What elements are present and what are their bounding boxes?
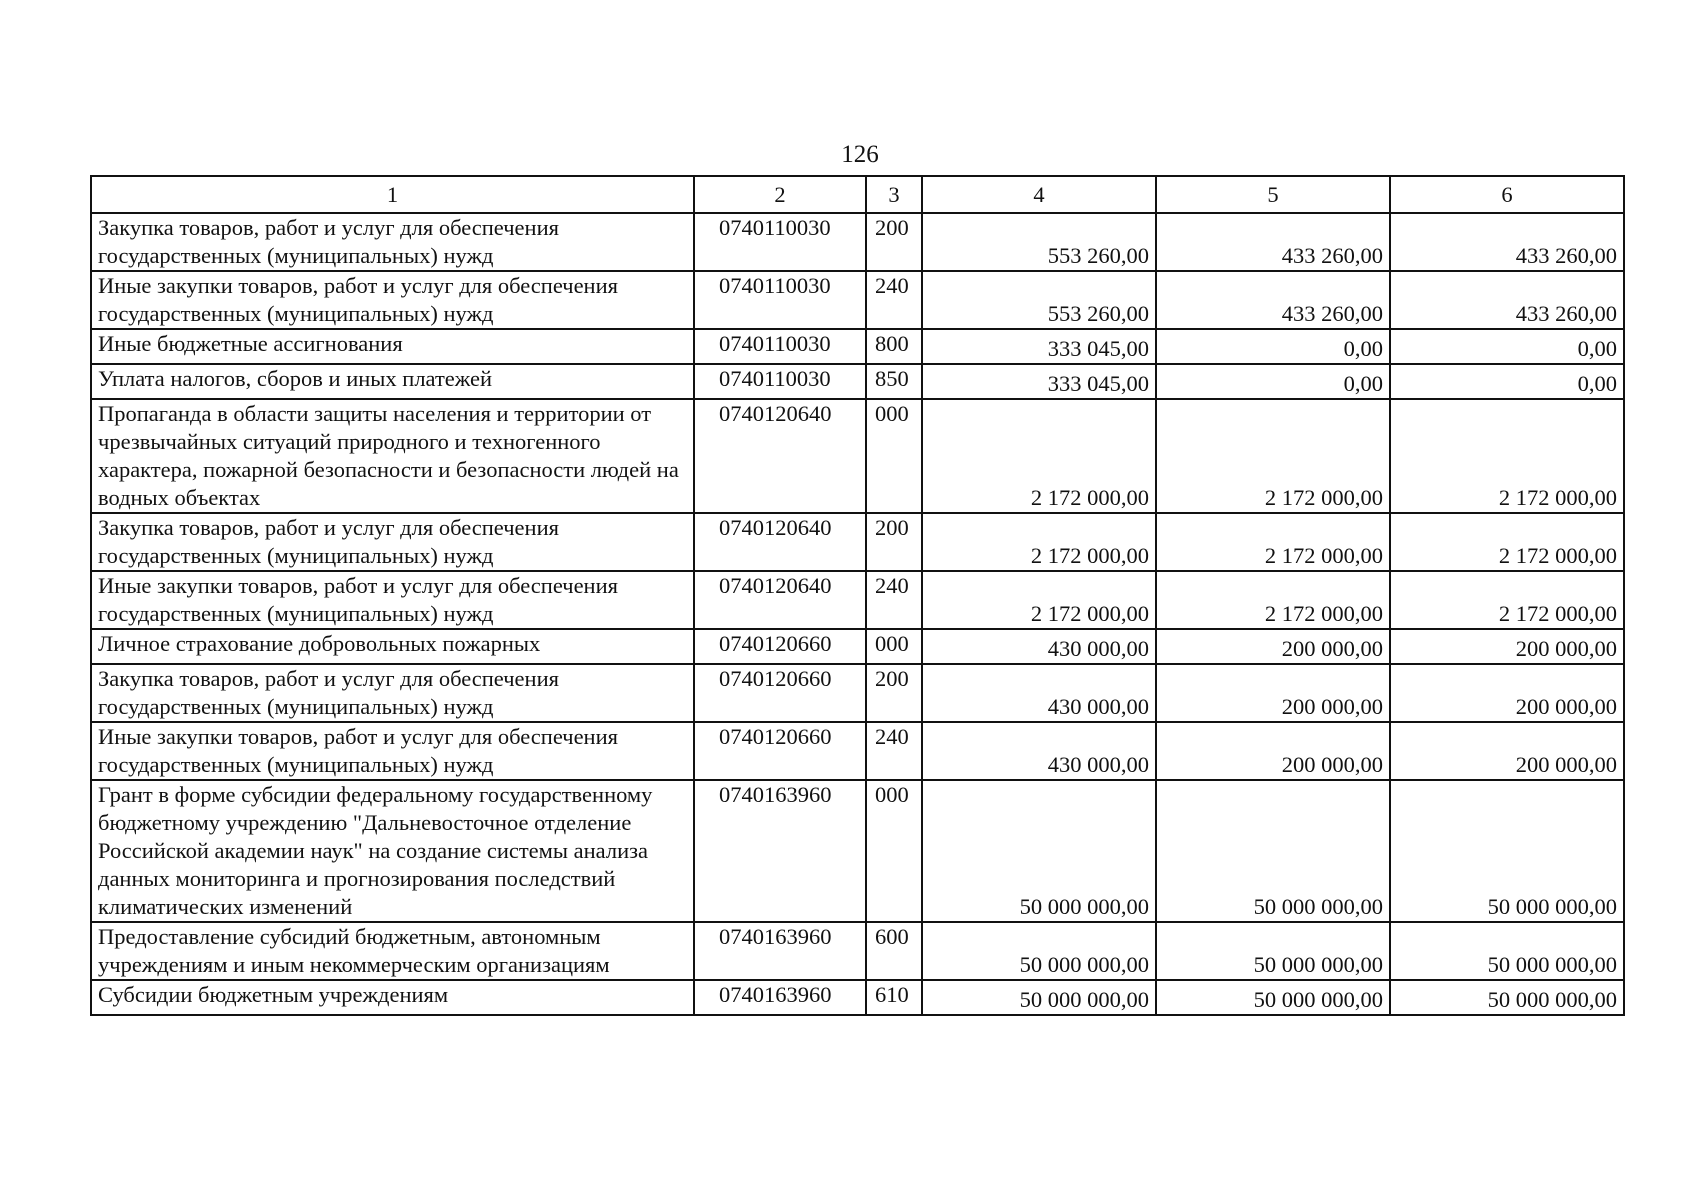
column-header: 1 [91, 176, 694, 213]
row-amount-col6: 50 000 000,00 [1390, 780, 1624, 922]
row-name: Иные закупки товаров, работ и услуг для обеспечения государственных (муниципальных) нужд [91, 271, 694, 329]
row-amount-col5: 200 000,00 [1156, 664, 1390, 722]
row-expense-type: 240 [866, 722, 922, 780]
table-row [91, 722, 1624, 780]
column-header: 2 [694, 176, 866, 213]
row-code: 0740110030 [694, 213, 866, 271]
table-row [91, 364, 1624, 399]
row-amount-col5: 433 260,00 [1156, 213, 1390, 271]
row-amount-col5: 0,00 [1156, 364, 1390, 399]
table-row [91, 213, 1624, 271]
row-expense-type: 240 [866, 271, 922, 329]
row-amount-col4: 50 000 000,00 [922, 980, 1156, 1015]
row-amount-col5: 50 000 000,00 [1156, 980, 1390, 1015]
row-expense-type: 240 [866, 571, 922, 629]
row-expense-type: 200 [866, 664, 922, 722]
row-name: Закупка товаров, работ и услуг для обеспечения государственных (муниципальных) нужд [91, 213, 694, 271]
table-row [91, 571, 1624, 629]
row-name: Иные бюджетные ассигнования [91, 329, 694, 364]
row-amount-col4: 430 000,00 [922, 722, 1156, 780]
row-code: 0740110030 [694, 364, 866, 399]
row-name: Иные закупки товаров, работ и услуг для обеспечения государственных (муниципальных) нужд [91, 722, 694, 780]
row-name: Личное страхование добровольных пожарных [91, 629, 694, 664]
column-header: 4 [922, 176, 1156, 213]
row-name: Закупка товаров, работ и услуг для обеспечения государственных (муниципальных) нужд [91, 664, 694, 722]
table-row [91, 399, 1624, 513]
row-amount-col4: 2 172 000,00 [922, 399, 1156, 513]
row-amount-col6: 200 000,00 [1390, 722, 1624, 780]
row-amount-col4: 50 000 000,00 [922, 922, 1156, 980]
row-amount-col4: 333 045,00 [922, 329, 1156, 364]
row-expense-type: 800 [866, 329, 922, 364]
row-code: 0740120640 [694, 513, 866, 571]
row-amount-col6: 50 000 000,00 [1390, 980, 1624, 1015]
row-amount-col5: 50 000 000,00 [1156, 922, 1390, 980]
row-amount-col5: 200 000,00 [1156, 629, 1390, 664]
row-amount-col5: 2 172 000,00 [1156, 513, 1390, 571]
row-name: Уплата налогов, сборов и иных платежей [91, 364, 694, 399]
row-code: 0740120660 [694, 722, 866, 780]
budget-table [90, 175, 1625, 1016]
row-amount-col5: 2 172 000,00 [1156, 399, 1390, 513]
row-amount-col6: 50 000 000,00 [1390, 922, 1624, 980]
row-code: 0740120640 [694, 399, 866, 513]
row-amount-col4: 333 045,00 [922, 364, 1156, 399]
row-amount-col4: 553 260,00 [922, 271, 1156, 329]
row-amount-col5: 2 172 000,00 [1156, 571, 1390, 629]
page-number: 126 [841, 141, 879, 168]
row-amount-col4: 553 260,00 [922, 213, 1156, 271]
row-code: 0740163960 [694, 980, 866, 1015]
row-amount-col4: 2 172 000,00 [922, 571, 1156, 629]
row-code: 0740163960 [694, 780, 866, 922]
row-name: Предоставление субсидий бюджетным, автономным учреждениям и иным некоммерческим организациям [91, 922, 694, 980]
row-name: Закупка товаров, работ и услуг для обеспечения государственных (муниципальных) нужд [91, 513, 694, 571]
table-row [91, 271, 1624, 329]
row-code: 0740120660 [694, 664, 866, 722]
row-code: 0740163960 [694, 922, 866, 980]
table-row [91, 513, 1624, 571]
table-row [91, 629, 1624, 664]
table-row [91, 780, 1624, 922]
row-amount-col6: 433 260,00 [1390, 213, 1624, 271]
row-amount-col4: 50 000 000,00 [922, 780, 1156, 922]
table-row [91, 664, 1624, 722]
row-amount-col5: 0,00 [1156, 329, 1390, 364]
row-amount-col6: 0,00 [1390, 364, 1624, 399]
row-expense-type: 610 [866, 980, 922, 1015]
row-expense-type: 000 [866, 629, 922, 664]
row-expense-type: 200 [866, 513, 922, 571]
column-header: 3 [866, 176, 922, 213]
row-amount-col4: 430 000,00 [922, 629, 1156, 664]
column-header: 5 [1156, 176, 1390, 213]
row-code: 0740120640 [694, 571, 866, 629]
row-expense-type: 000 [866, 780, 922, 922]
row-amount-col6: 2 172 000,00 [1390, 513, 1624, 571]
row-expense-type: 000 [866, 399, 922, 513]
row-code: 0740120660 [694, 629, 866, 664]
row-code: 0740110030 [694, 329, 866, 364]
table-row [91, 329, 1624, 364]
row-amount-col5: 50 000 000,00 [1156, 780, 1390, 922]
row-expense-type: 850 [866, 364, 922, 399]
row-expense-type: 200 [866, 213, 922, 271]
row-amount-col4: 2 172 000,00 [922, 513, 1156, 571]
row-amount-col6: 2 172 000,00 [1390, 399, 1624, 513]
column-header: 6 [1390, 176, 1624, 213]
row-name: Пропаганда в области защиты населения и территории от чрезвычайных ситуаций природного и техногенного характера, пожарной безопасности и безопасности людей на водных объектах [91, 399, 694, 513]
row-amount-col6: 200 000,00 [1390, 664, 1624, 722]
table-row [91, 922, 1624, 980]
row-amount-col6: 2 172 000,00 [1390, 571, 1624, 629]
row-name: Иные закупки товаров, работ и услуг для обеспечения государственных (муниципальных) нужд [91, 571, 694, 629]
row-amount-col6: 0,00 [1390, 329, 1624, 364]
row-amount-col5: 433 260,00 [1156, 271, 1390, 329]
row-amount-col5: 200 000,00 [1156, 722, 1390, 780]
row-amount-col6: 433 260,00 [1390, 271, 1624, 329]
row-amount-col4: 430 000,00 [922, 664, 1156, 722]
row-name: Грант в форме субсидии федеральному государственному бюджетному учреждению "Дальневосточное отделение Российской академии наук" на создание системы анализа данных мониторинга и прогнозирования последствий климатических изменений [91, 780, 694, 922]
row-code: 0740110030 [694, 271, 866, 329]
row-expense-type: 600 [866, 922, 922, 980]
table-header-row [91, 176, 1624, 213]
table-row [91, 980, 1624, 1015]
row-name: Субсидии бюджетным учреждениям [91, 980, 694, 1015]
row-amount-col6: 200 000,00 [1390, 629, 1624, 664]
